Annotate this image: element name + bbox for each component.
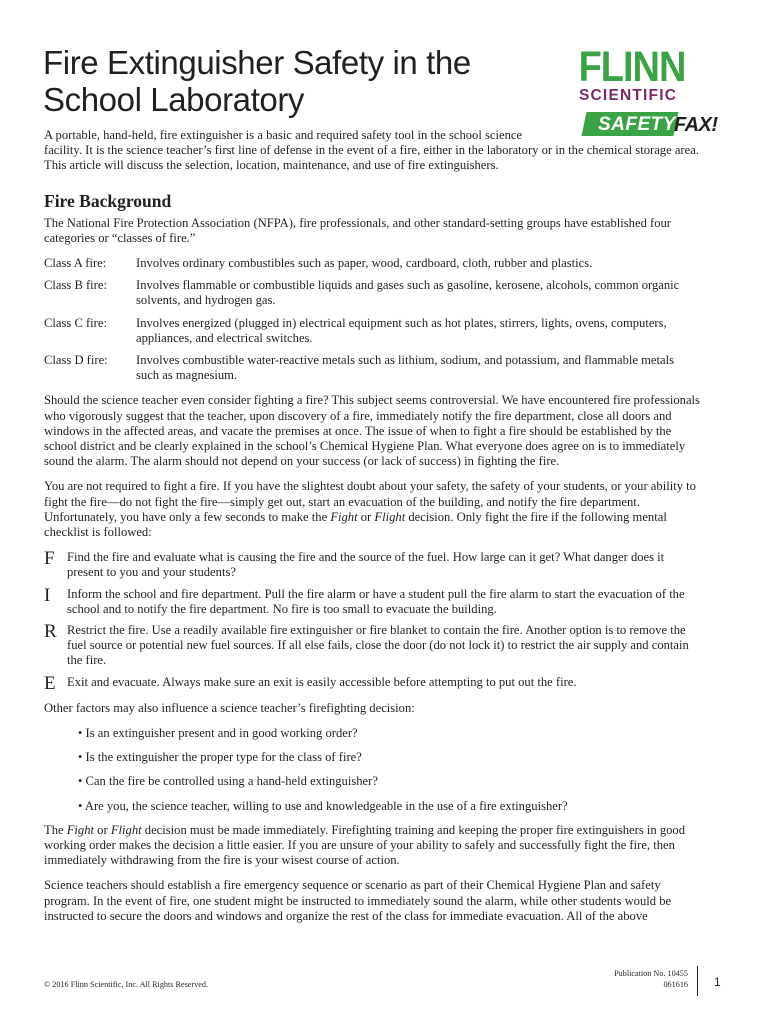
flight-term: Flight <box>110 822 142 837</box>
bullet-item: • Is the extinguisher the proper type for the class of fire? <box>78 750 362 765</box>
intro-line-1: A portable, hand-held, fire extinguisher is a basic and required safety tool in the school science <box>44 128 523 142</box>
fire-class-label: Class B fire: <box>44 278 107 293</box>
paragraph-not-required-a: You are not required to fight a fire. If you have the slightest doubt about your safety, the safety of your students, or your ability to fight the fire—do not fight the fire—simply get out, start an evacuation of the building, and notify the fire department. Unfortunately, you have only a few seconds to make the <box>44 479 696 524</box>
fire-class-description: Involves combustible water-reactive metals such as lithium, sodium, and potassium, and flammable metals such as magnesium. <box>136 353 675 383</box>
paragraph-nfpa: The National Fire Protection Association (NFPA), fire professionals, and other standard-setting groups have established four categories or “classes of fire.” <box>44 215 671 245</box>
page-title <box>43 44 583 118</box>
bullet-item: • Are you, the science teacher, willing to use and knowledgeable in the use of a fire extinguisher? <box>78 798 568 813</box>
paragraph-decision-the: The <box>44 822 67 837</box>
paragraph-decision <box>44 823 700 869</box>
fire-class-row <box>44 256 700 271</box>
logo-flinn-text: FLINN <box>578 44 686 92</box>
fire-checklist-item <box>44 623 700 669</box>
bullet-item: • Is an extinguisher present and in good working order? <box>78 725 358 740</box>
paragraph-other-factors: Other factors may also influence a science teacher’s firefighting decision: <box>44 700 415 715</box>
fire-checklist-item <box>44 550 700 580</box>
footer-publication <box>560 968 688 990</box>
or-connector: or <box>94 822 111 837</box>
paragraph-not-required <box>44 479 700 540</box>
fire-checklist-text: Exit and evacuate. Always make sure an exit is easily accessible before attempting to put out the fire. <box>67 674 577 689</box>
publication-number: Publication No. 10455 <box>614 969 688 978</box>
paragraph-emergency-sequence: Science teachers should establish a fire emergency sequence or scenario as part of their Chemical Hygiene Plan and safety program. In the event of fire, one student might be instructed to immediately sound the alarm, while other students would be instructed to secure the doors and windows and organize the rest of the class for immediate evacuation. All of the above <box>44 878 672 923</box>
fire-checklist-text: Inform the school and fire department. Pull the fire alarm or have a student pull the fire alarm to start the evacuation of the school and to notify the fire department. No fire is too small to evacuate the building. <box>67 586 685 616</box>
fire-checklist-letter: F <box>44 548 55 570</box>
factors-bullet-list <box>44 726 700 814</box>
title-line-2: School Laboratory <box>43 81 305 118</box>
fire-class-label: Class A fire: <box>44 256 107 271</box>
fire-checklist-item <box>44 584 700 617</box>
fire-class-description: Involves ordinary combustibles such as paper, wood, cardboard, cloth, rubber and plastics. <box>136 256 593 271</box>
publication-code: 061616 <box>663 980 688 989</box>
logo-scientific-text: SCIENTIFIC <box>579 87 678 104</box>
intro-paragraph <box>44 128 700 174</box>
fire-class-row <box>44 278 700 308</box>
article-body <box>44 128 700 934</box>
fight-term: Fight <box>330 509 358 524</box>
paragraph-not-required-b: decision. Only fight the fire if the following mental checklist is followed: <box>44 509 667 540</box>
fire-class-description: Involves flammable or combustible liquids and gases such as gasoline, kerosene, alcohols, common organic solvents, and hydrogen gas. <box>136 278 680 308</box>
fire-class-description: Involves energized (plugged in) electrical equipment such as hot plates, stirrers, lights, ovens, computers, appliances, and electrical switches. <box>136 315 667 345</box>
flight-term: Flight <box>374 509 406 524</box>
fire-checklist-letter: R <box>44 621 57 643</box>
fire-classes-list <box>44 256 700 383</box>
paragraph-decision-rest: decision must be made immediately. Firefighting training and keeping the proper fire extinguishers in good working order makes the decision a little easier. If you are unsure of your ability to safely and successfully fight the fire, then immediately withdrawing from the fire is your wisest course of action. <box>44 822 686 868</box>
or-connector: or <box>357 509 375 524</box>
fire-checklist-text: Find the fire and evaluate what is causing the fire and the source of the fuel. How large can it get? What danger does it present to you and your students? <box>67 550 665 580</box>
fight-term: Fight <box>66 822 95 837</box>
logo-fax-text: FAX! <box>674 114 718 136</box>
logo-safety-text: SAFETY <box>598 114 676 135</box>
fire-checklist-letter: E <box>44 672 56 694</box>
fire-checklist-item <box>44 672 700 694</box>
intro-rest: facility. It is the science teacher’s first line of defense in the event of a fire, either in the laboratory or in the chemical storage area. This article will discuss the selection, location, maintenance, and use of fire extinguishers. <box>44 143 699 173</box>
footer-divider <box>697 966 698 996</box>
fire-class-label: Class C fire: <box>44 315 107 330</box>
paragraph-controversy: Should the science teacher even consider fighting a fire? This subject seems controversial. We have encountered fire professionals who vigorously suggest that the teacher, upon discovery of a fire, immediately notify the fire department, close all doors and windows in the affected areas, and vacate the premises at once. The issue of when to fight a fire should be established by the school district and be clearly explained in the school’s Chemical Hygiene Plan. What everyone does agree on is to immediately sound the alarm. The alarm should not depend on your success (or lack of success) in fighting the fire. <box>44 393 700 469</box>
fire-class-label: Class D fire: <box>44 353 108 368</box>
section-heading: Fire Background <box>44 190 172 211</box>
fire-checklist <box>44 548 700 694</box>
fire-checklist-text: Restrict the fire. Use a readily available fire extinguisher or fire blanket to contain the fire. Another option is to remove the fuel source or potential new fuel sources. If all else fails, close the door (do not lock it) to restrict the air supply and contain the fire. <box>67 623 689 668</box>
fire-class-row <box>44 353 700 383</box>
footer-copyright: © 2016 Flinn Scientific, Inc. All Rights Reserved. <box>44 980 209 989</box>
bullet-item: • Can the fire be controlled using a hand-held extinguisher? <box>78 774 378 789</box>
fire-checklist-letter: I <box>44 584 51 606</box>
page-number: 1 <box>714 975 721 989</box>
fire-class-row <box>44 316 700 346</box>
title-line-1: Fire Extinguisher Safety in the <box>43 44 471 81</box>
